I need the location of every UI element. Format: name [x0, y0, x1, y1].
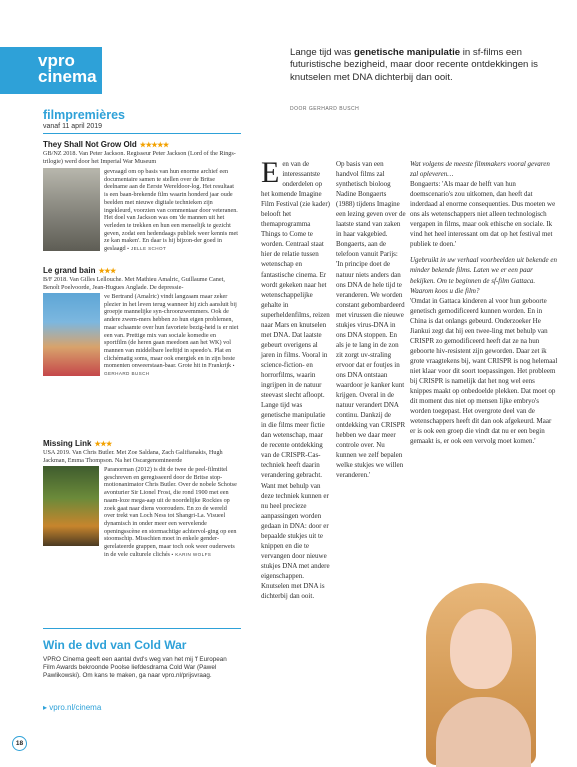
film-body-2 [104, 293, 239, 435]
film-title-3 [43, 439, 112, 448]
byline: DOOR GERHARD BUSCH [290, 106, 360, 112]
star-rating: ★★★ [98, 268, 116, 275]
film-body-text: Paranorman (2012) is dit de twee de peel-filmtitel geschreven en geregisseerd door de Britse stop-motionanimator Chris Butler. Over de nobele Schotse avonturier Sir Lionel Frost, die rond 1900 met een naam-loze mega-aap uit de noordelijke Rockies op zoek gaat naar diens voorouders. En zo de wereld over trekt van Loch Ness tot Shangri-La. Visueel dynamisch in onder meer een wervelende openingsscène en stormachtige achtervol-ging op een stoomschip. Misschien moet in enkele gender-gerelateerde grappen, maar toch ook weer ouderwets in de vele culturele clichés [104, 466, 237, 558]
film-title-1 [43, 140, 169, 149]
article-intro [290, 47, 540, 84]
film-critic: • KARIN WOLFS [171, 551, 212, 557]
film-meta-2: B/F 2018. Van Gilles Lellouche. Met Mathieu Amalric, Guillaume Canet, Benoît Poelvoorde, Jean-Hugues Anglade. De depressie- [43, 276, 225, 291]
interview-question-1: Wat volgens de meeste filmmakers vooral gevaren zal opleveren… [410, 160, 550, 179]
vpro-cinema-link[interactable]: ▸ vpro.nl/cinema [43, 703, 102, 712]
column-2-text: Op basis van een handvol films zal synthetisch bioloog Nadine Bongaerts (1988) tijdens Imagine een lezing geven over de laatste stand van zaken in haar vakgebied. Bongaerts, aan de telefoon vanuit Parijs: 'In principe doet de natuur niets anders dan ons DNA de hele tijd te veranderen. We worden constant gebombardeerd met virussen die nieuwe stukjes virus-DNA in ons DNA stoppen. En als je te lang in de zon zit zorgt uv-straling ervoor dat er foutjes in ons DNA ontstaan waardoor je kanker kunt krijgen. Overal in de natuur verandert DNA continu. Dankzij de ontdekking van CRISPR hebben we daar meer controle over. Nu kunnen we zelf bepalen welke stukjes we willen veranderen.' [336, 160, 406, 480]
film-title-text: Missing Link [43, 439, 92, 448]
film-title-2 [43, 266, 116, 275]
film-meta-1: GB/NZ 2018. Van Peter Jackson. Regisseur Peter Jackson (Lord of the Rings-trilogie) werd door het Imperial War Museum [43, 150, 236, 165]
portrait-face [450, 609, 512, 689]
section-subtitle: vanaf 11 april 2019 [43, 123, 103, 130]
interview-answer-2: 'Omdat in Gattaca kinderen al voor hun geboorte genetisch gemodificeerd kunnen worden. En in China is dat onlangs gebeurd. Onderzoeker He Jiankui zegt dat hij een twee-ling met behulp van CRISPR zo gemodificeerd heeft dat ze na hun geboorte hiv-resistent zijn geworden. Daar zet ik grote vraagtekens bij, want CRISPR is nog helemaal niet klaar voor dit soort toepassingen. Het probleem bij CRISPR is namelijk dat het nog wel eens knippes maakt op onbedoelde plekken. Dat moet op dit moment dus niet op mensen lijke embryo's worden toegepast. Het overgrote deel van de wetenschappers heeft dit dan ook afgekeurd. Maar er is ook een groep die vindt dat nu er een begin gemaakt is, er ook een vervolg moet komen.' [410, 296, 558, 446]
article-column-1 [261, 156, 331, 601]
film-column [0, 0, 244, 765]
film-title-text: They Shall Not Grow Old [43, 140, 137, 149]
article-column-3 [410, 159, 558, 579]
logo-line-cinema: cinema [38, 67, 97, 86]
star-rating: ★★★ [94, 441, 112, 448]
logo-line-vpro: vpro [38, 51, 75, 70]
film-body-text: ve Bertrand (Amalric) vindt langzaam maar zeker plezier in het leven terug wanneer hij zich aansluit bij groepje mannelijke syn-chroonzwemmers. Ook de andere zwem-mers hebben zo hun eigen problemen, maar schaamte over hun favoriete bezig-heid is er niet een van. Prettige mix van sociale komedie en sportfilm (de heren gaan meedoen aan het WK) vol mannen van middelbare leeftijd in speedo's. Plat en clichématig soms, maar ook energiek en in zijn beste momenten onweerstaan-baar. Grote hit in Frankrijk [104, 293, 239, 370]
dvd-divider [43, 628, 241, 629]
film-poster-3 [43, 466, 99, 546]
film-body-1 [104, 168, 239, 252]
interview-question-2: Ugebruikt in uw verhaal voorbeelden uit bekende en minder bekende films. Laten we er een paar bekijken. Om te beginnen de sf-film Gattaca. Waarom koos u die film? [410, 256, 558, 295]
film-critic: • JELLE SCHOT [127, 246, 167, 252]
film-critic: • GERHARD BUSCH [104, 363, 235, 377]
film-meta-3: USA 2019. Van Chris Butler. Met Zoe Saldana, Zach Galifianakis, Hugh Jackman, Emma Thompson. Na het Oscargenomineerde [43, 449, 223, 464]
section-title: filmpremières [43, 108, 125, 122]
vpro-cinema-logo [0, 47, 102, 94]
dvd-body: VPRO Cinema geeft een aantal dvd's weg van het mij 'f European Film Awards bekroonde Poolse liefdesdrama Cold War (Pawel Pawlikowski). Om kans te maken, ga naar vpro.nl/prijsvraag. [43, 656, 227, 680]
star-rating: ★★★★★ [139, 142, 169, 149]
film-poster-1 [43, 168, 100, 251]
dvd-title: Win de dvd van Cold War [43, 638, 187, 652]
column-1-text: en van de interessantste onderdelen op het komende Imagine Film Festival (zie kader) belooft het themaprogramma Things to Come te worden. Centraal staat hier de relatie tussen wetenschap en fantastische cinema. Er wordt gekeken naar het wetenschappelijke gehalte in superheldenfilms, reizen naar Mars en knutselen met DNA. Dat laatste gebeurt overigens al jaren in films. Vooral in science-fiction- en horrorfilms, waarin ingrijpen in de natuur steevast slecht afloopt. Lange tijd was genetische manipulatie in die films meer fictie dan wetenschap, maar de recente ontdekking van de CRISPR-Cas-techniek heeft daarin verandering gebracht. Want met behulp van deze techniek kunnen er nu heel precieze aanpassingen worden gedaan in DNA: door er bepaalde stukjes uit te knippen en die te vervangen door nieuwe stukjes DNA met andere eigenschappen. Knutselen met DNA is dichterbij dan ooit. [261, 160, 331, 601]
film-title-text: Le grand bain [43, 266, 96, 275]
intro-highlight: genetische manipulatie [354, 47, 461, 58]
portrait-photo [406, 579, 556, 765]
dropcap: E [261, 156, 280, 189]
page-number: 18 [12, 736, 27, 751]
intro-text: Lange tijd was [290, 47, 354, 58]
section-divider [43, 133, 241, 134]
film-body-3 [104, 466, 239, 616]
article-column-2 [336, 159, 406, 755]
intro-text-end: in sf-films een futuristische bezigheid, maar door recente ontdekkingen is knutselen met DNA dichterbij dan ooit. [290, 47, 538, 83]
film-poster-2 [43, 293, 100, 376]
film-body-text: gevraagd om op basis van hun enorme archief een documentaire samen te stellen over de Britse deelname aan de Eerste Wereldoor-log. Het resultaat is een baan-brekende film waarin honderd jaar oude beelden met nieuwe digitale technieken zijn ingekleurd, voorzien van commentaar door veteranen. Het doel van Jackson was om 'de mannen uit het verleden te trekken en hun een menselijk te gezicht geven, zodat een hedendaags publiek weer kennis met ze kan maken'. En daar is hij bijzon-der goed in geslaagd [104, 168, 239, 253]
interview-answer-1: Bongaerts: 'Als maar de helft van hun doemscenario's zou uitkomen, dan heeft dat inderdaad al enorme consequenties. Dus moeten we ons als wetenschappers niet alleen technologisch vergapen in films, maar ook ethische en sociale. Ik vind het heel interessant om dat op het festival met publiek te doen.' [410, 180, 556, 249]
